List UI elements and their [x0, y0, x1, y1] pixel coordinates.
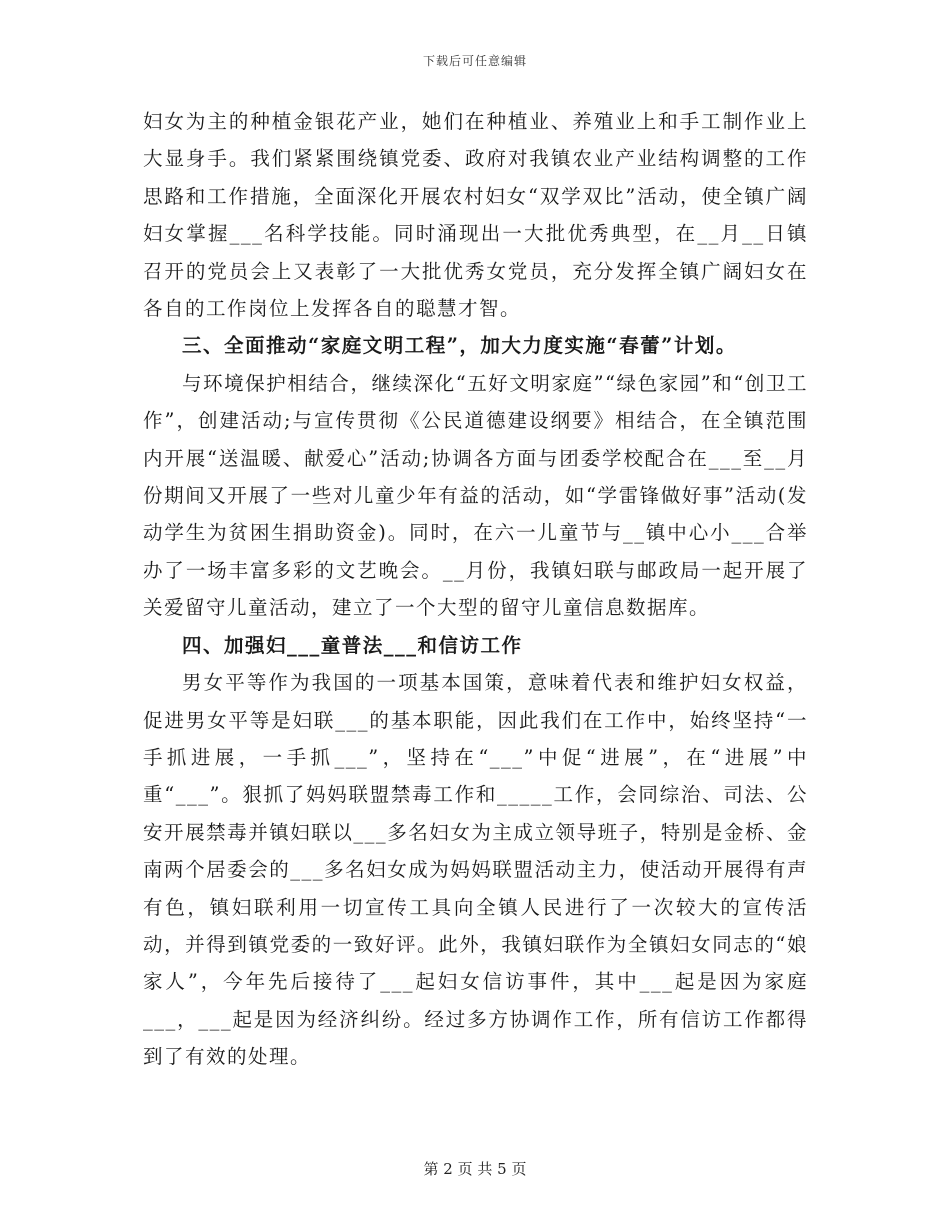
- section-heading-4: 四、加强妇___童普法___和信访工作: [182, 633, 523, 657]
- paragraph-intro: 妇女为主的种植金银花产业，她们在种植业、养殖业上和手工制作业上大显身手。我们紧紧围绕镇党委、政府对我镇农业产业结构调整的工作思路和工作措施，全面深化开展农村妇女“双学双比”活动，使全镇广阔妇女掌握___名科学技能。同时涌现出一大批优秀典型，在__月__日镇召开的党员会上又表彰了一大批优秀女党员，充分发挥全镇广阔妇女在各自的工作岗位上发挥各自的聪慧才智。: [143, 110, 808, 321]
- document-body: [143, 103, 808, 1076]
- page-number-footer: 第 2 页 共 5 页: [423, 1160, 527, 1178]
- page-header: 下载后可任意编辑: [422, 54, 527, 68]
- paragraph-section-3: 与环境保护相结合，继续深化“五好文明家庭”“绿色家园”和“创卫工作”，创建活动;与宣传贯彻《公民道德建设纲要》相结合，在全镇范围内开展“送温暖、献爱心”活动;协调各方面与团委学校配合在___至__月份期间又开展了一些对儿童少年有益的活动，如“学雷锋做好事”活动(发动学生为贫困生捐助资金)。同时，在六一儿童节与__镇中心小___合举办了一场丰富多彩的文艺晚会。__月份，我镇妇联与邮政局一起开展了关爱留守儿童活动，建立了一个大型的留守儿童信息数据库。: [143, 371, 808, 620]
- section-heading-3: 三、全面推动“家庭文明工程”，加大力度实施“春蕾”计划。: [182, 334, 737, 358]
- paragraph-section-4: 男女平等作为我国的一项基本国策，意味着代表和维护妇女权益，促进男女平等是妇联___的基本职能，因此我们在工作中，始终坚持“一手抓进展，一手抓___”，坚持在“___”中促“进展”，在“进展”中重“___”。狠抓了妈妈联盟禁毒工作和_____工作，会同综治、司法、公安开展禁毒并镇妇联以___多名妇女为主成立领导班子，特别是金桥、金南两个居委会的___多名妇女成为妈妈联盟活动主力，使活动开展得有声有色，镇妇联利用一切宣传工具向全镇人民进行了一次较大的宣传活动，并得到镇党委的一致好评。此外，我镇妇联作为全镇妇女同志的“娘家人”，今年先后接待了___起妇女信访事件，其中___起是因为家庭___，___起是因为经济纠纷。经过多方协调作工作，所有信访工作都得到了有效的处理。: [143, 671, 808, 1069]
